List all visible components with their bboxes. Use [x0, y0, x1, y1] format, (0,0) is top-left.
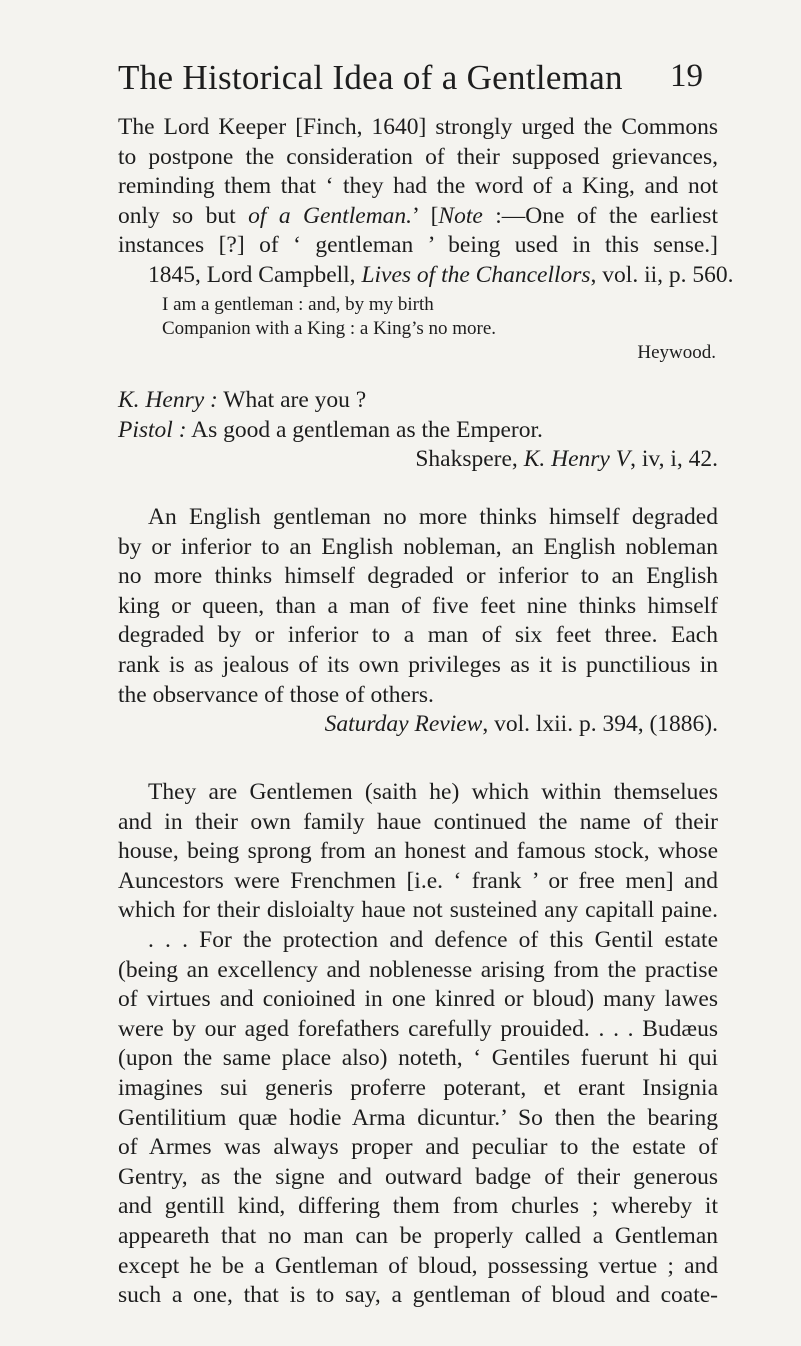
text-line: house, being sprong from an honest and famous stock, whose [118, 838, 718, 865]
text-line: to postpone the consideration of their supposed grievances, [118, 143, 718, 170]
source-author: Shakspere, [415, 446, 524, 473]
text-line: An English gentleman no more thinks himself degraded [148, 504, 718, 530]
source-title: Saturday Review [324, 711, 483, 738]
text-line: of Armes was always proper and peculiar to the estate of [118, 1134, 718, 1161]
speech-text: As good a gentleman as the Emperor. [186, 416, 543, 443]
text-line: Gentry, as the signe and outward badge of their generous [118, 1163, 718, 1190]
text-line: king or queen, than a man of five feet nine thinks himself [118, 592, 718, 619]
text-line: instances [?] of ‘ gentleman ’ being used in this sense.] [118, 232, 718, 259]
text-line: (being an excellency and noblenesse arising from the practise [118, 956, 718, 983]
text-line: the observance of those of others. [118, 681, 434, 708]
dialogue-line [118, 386, 718, 416]
text-line: (upon the same place also) noteth, ‘ Gentiles fuerunt hi qui [118, 1045, 718, 1072]
text-line: which for their disloialty haue not susteined any capitall paine. [118, 897, 718, 924]
paragraph-gentlemen-definition [118, 778, 718, 1311]
text-line: and gentill kind, differing them from churles ; whereby it [118, 1193, 718, 1220]
text-line: Auncestors were Frenchmen [i.e. ‘ frank ’ or free men] and [118, 867, 718, 894]
page-header [0, 58, 801, 98]
text-line: such a one, that is to say, a gentleman of bloud and coate- [118, 1282, 718, 1309]
text-line: except he be a Gentleman of bloud, possessing vertue ; and [118, 1252, 718, 1279]
text-line: no more thinks himself degraded or inferior to an English [118, 563, 718, 590]
text-line: The Lord Keeper [Finch, 1640] strongly urged the Commons [118, 114, 718, 140]
text-line: They are Gentlemen (saith he) which within themselues [148, 779, 718, 805]
text-line: degraded by or inferior to a man of six feet three. Each [118, 622, 718, 649]
speech-text: What are you ? [217, 387, 367, 413]
paragraph-source [118, 710, 718, 740]
page-number: 19 [670, 58, 703, 94]
dialogue-source [118, 445, 718, 475]
paragraph-saturday-review [118, 503, 718, 740]
text-line: . . . For the protection and defence of this Gentil estate [148, 926, 718, 953]
quote-attribution: Heywood. [637, 342, 716, 363]
text-line: reminding them that ‘ they had the word of a King, and not [118, 173, 718, 200]
speaker-name: Pistol : [118, 416, 187, 443]
verse-quote-heywood [162, 293, 716, 365]
text-line: by or inferior to an English nobleman, an English nobleman [118, 533, 718, 560]
text-line: were by our aged forefathers carefully prouided. . . . Budæus [118, 1015, 718, 1042]
verse-line: I am a gentleman : and, by my birth [162, 294, 434, 315]
text-line: of virtues and conioined in one kinred or bloud) many lawes [118, 986, 718, 1013]
text-line: appeareth that no man can be properly called a Gentleman [118, 1222, 718, 1249]
source-reference: , vol. lxii. p. 394, (1886). [482, 711, 718, 738]
dialogue-henry-pistol [118, 386, 718, 475]
text-line: only so but of a Gentleman.’ [Note :—One of the earliest [118, 202, 718, 229]
source-title: K. Henry V [523, 446, 631, 473]
source-reference: , iv, i, 42. [630, 446, 718, 473]
text-line: rank is as jealous of its own privileges as it is punctilious in [118, 651, 718, 678]
text-line: imagines sui generis proferre poterant, et erant Insignia [118, 1074, 718, 1101]
running-title: The Historical Idea of a Gentleman [118, 58, 623, 97]
speaker-name: K. Henry : [118, 387, 218, 413]
text-line: Gentilitium quæ hodie Arma dicuntur.’ So then the bearing [118, 1104, 718, 1131]
dialogue-line [118, 416, 718, 446]
text-line: 1845, Lord Campbell, Lives of the Chancellors, vol. ii, p. 560. [148, 261, 734, 288]
paragraph-lord-keeper [118, 113, 734, 291]
verse-line: Companion with a King : a King’s no more. [162, 318, 497, 339]
text-line: and in their own family haue continued the name of their [118, 808, 718, 835]
